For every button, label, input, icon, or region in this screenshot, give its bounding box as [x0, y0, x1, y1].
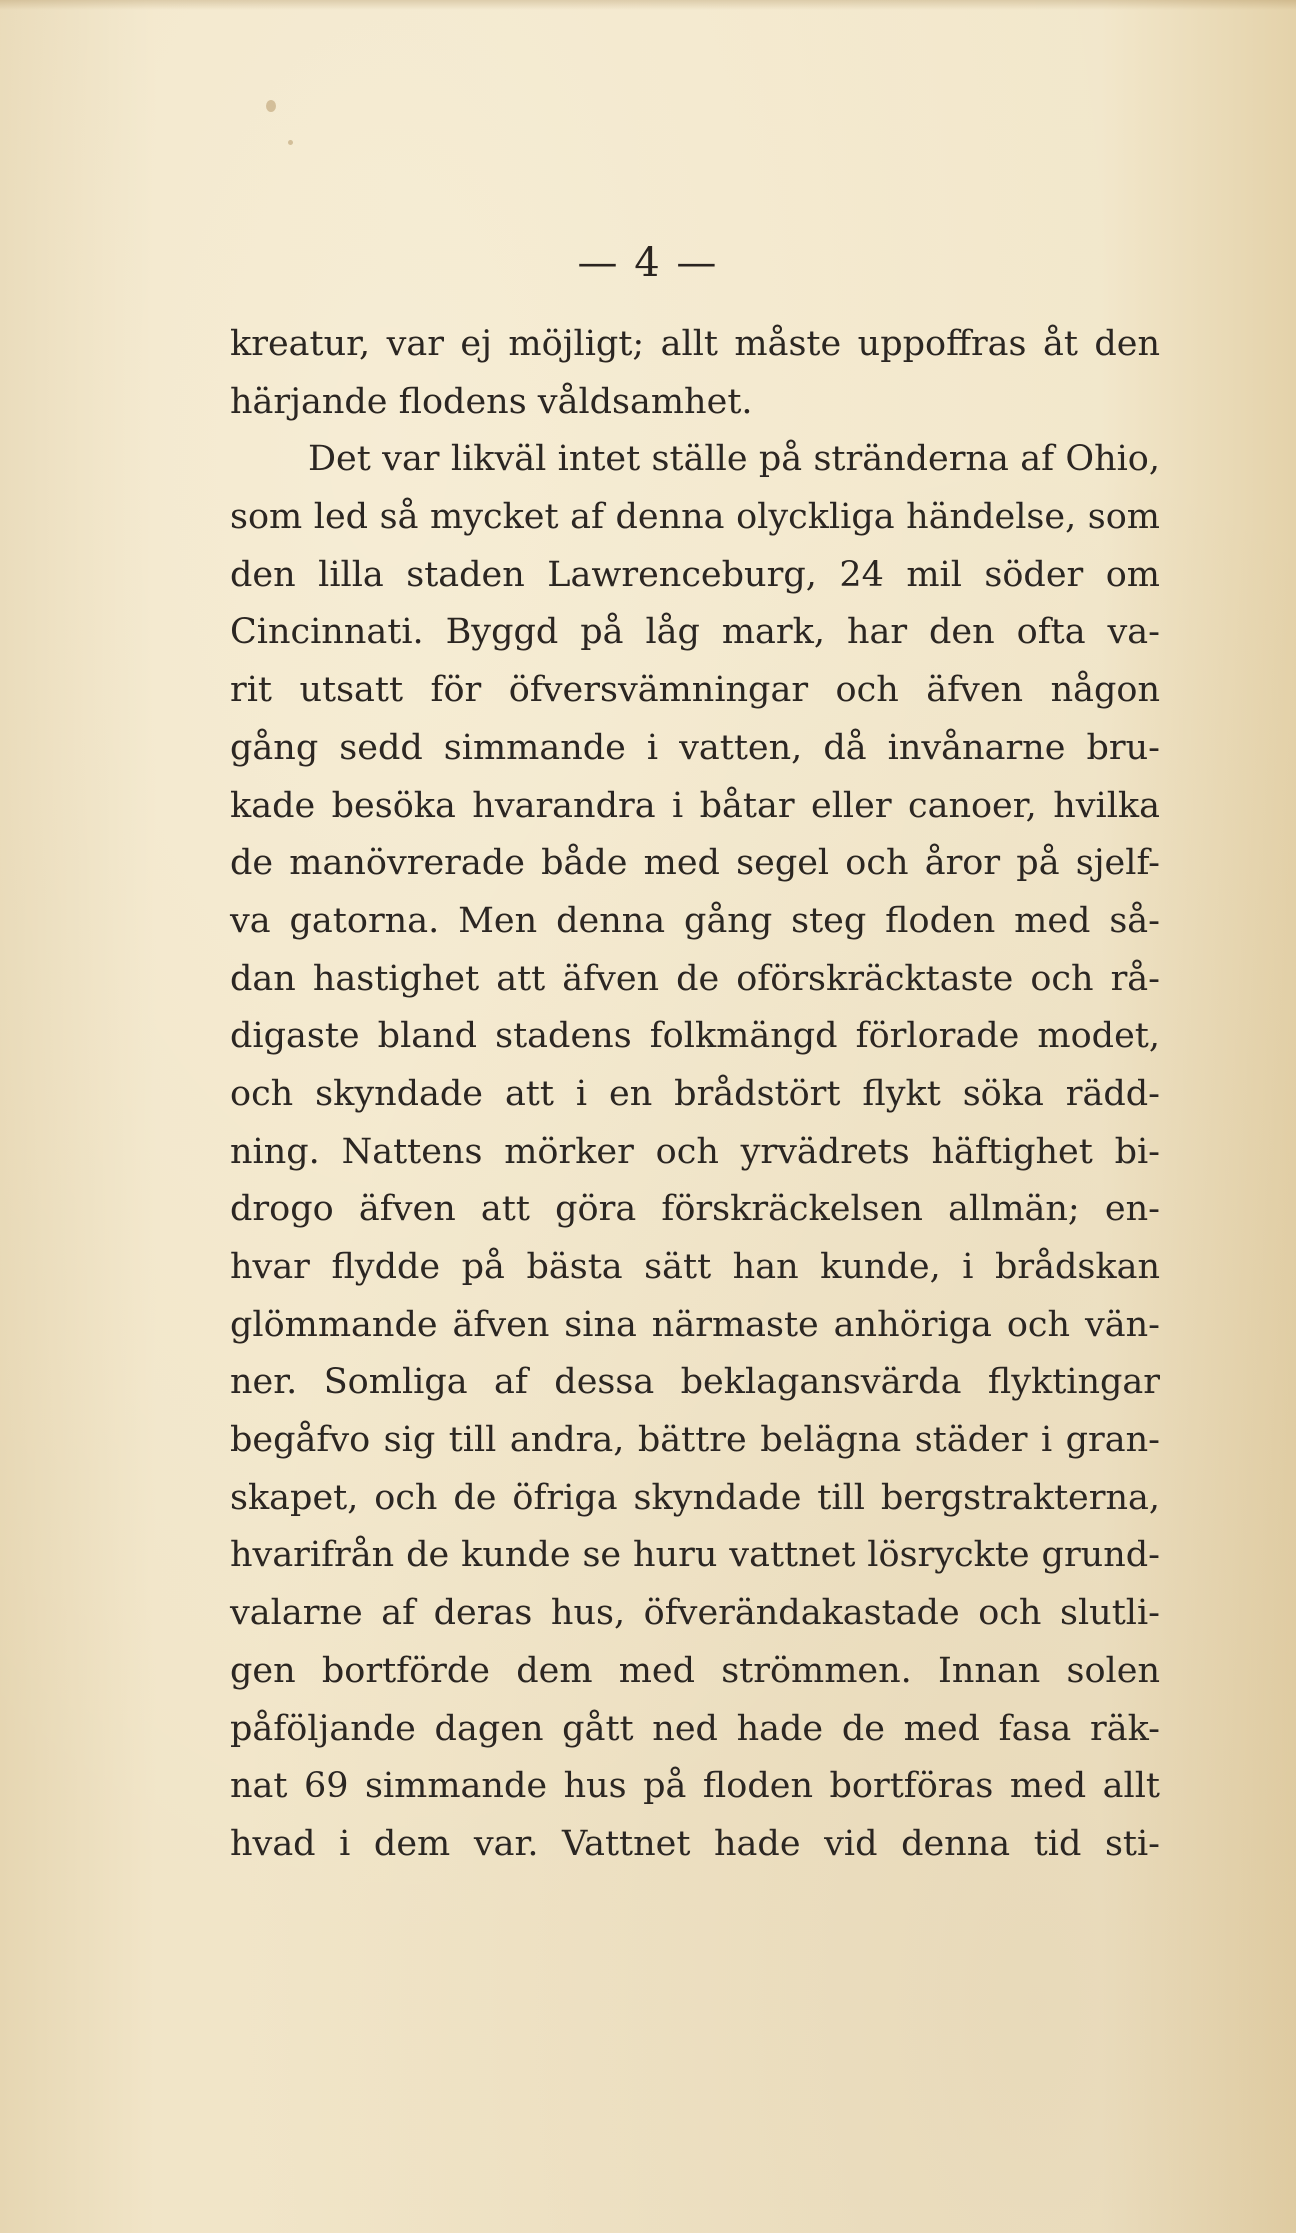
- text-line: rit utsatt för öfversvämningar och äfven någon: [230, 670, 1160, 711]
- text-line: glömmande äfven sina närmaste anhöriga och vän-: [230, 1304, 1160, 1345]
- text-line: och skyndade att i en brådstört flykt söka rädd-: [230, 1073, 1160, 1114]
- body-text: [230, 316, 1160, 1874]
- ink-stain-mark: [266, 100, 276, 112]
- text-line: härjande flodens våldsamhet.: [230, 381, 753, 422]
- text-line: drogo äfven att göra förskräckelsen allmän; en-: [230, 1189, 1160, 1230]
- text-line: påföljande dagen gått ned hade de med fasa räk-: [230, 1708, 1160, 1749]
- text-line: hvar flydde på bästa sätt han kunde, i brådskan: [230, 1247, 1160, 1287]
- text-line: dan hastighet att äfven de oförskräcktaste och rå-: [230, 958, 1160, 999]
- page-number: — 4 —: [577, 240, 719, 286]
- text-line: hvad i dem var. Vattnet hade vid denna tid sti-: [230, 1823, 1160, 1864]
- text-line: skapet, och de öfriga skyndade till bergstrakterna,: [230, 1477, 1160, 1518]
- text-line: begåfvo sig till andra, bättre belägna städer i gran-: [230, 1420, 1160, 1461]
- page-edge-shadow: [0, 0, 1296, 10]
- text-line: som led så mycket af denna olyckliga händelse, som: [230, 497, 1160, 538]
- text-line: hvarifrån de kunde se huru vattnet lösryckte grund-: [230, 1535, 1160, 1576]
- text-line: va gatorna. Men denna gång steg floden med så-: [230, 900, 1160, 941]
- ink-stain-mark: [288, 140, 293, 145]
- text-line: kade besöka hvarandra i båtar eller canoer, hvilka: [230, 785, 1160, 826]
- text-line: digaste bland stadens folkmängd förlorade modet,: [230, 1016, 1160, 1057]
- text-line: ner. Somliga af dessa beklagansvärda flyktingar: [230, 1362, 1160, 1403]
- text-line: nat 69 simmande hus på floden bortföras med allt: [230, 1766, 1160, 1807]
- text-line: ning. Nattens mörker och yrvädrets häftighet bi-: [230, 1131, 1160, 1172]
- text-line: Det var likväl intet ställe på stränderna af Ohio,: [308, 439, 1160, 480]
- text-line: Cincinnati. Byggd på låg mark, har den ofta va-: [230, 612, 1160, 653]
- text-line: gång sedd simmande i vatten, då invånarne bru-: [230, 727, 1160, 768]
- text-line: valarne af deras hus, öfverändakastade och slutli-: [230, 1593, 1160, 1634]
- text-line: den lilla staden Lawrenceburg, 24 mil söder om: [230, 554, 1160, 595]
- text-line: gen bortförde dem med strömmen. Innan solen: [230, 1650, 1160, 1691]
- text-line: de manövrerade både med segel och åror på sjelf-: [230, 843, 1160, 884]
- text-line: kreatur, var ej möjligt; allt måste uppoffras åt den: [230, 324, 1160, 364]
